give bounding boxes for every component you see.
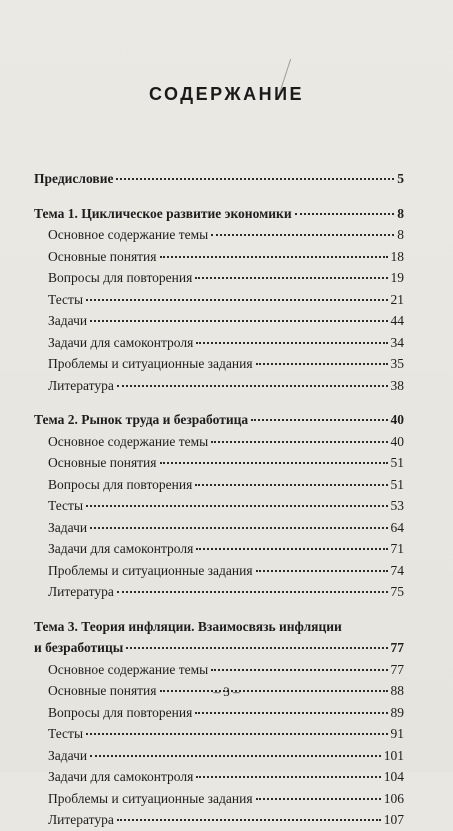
dot-leader	[160, 255, 388, 258]
toc-page-number: 40	[390, 412, 404, 427]
dot-leader	[195, 276, 387, 279]
toc-item	[34, 224, 404, 246]
dot-leader	[117, 590, 388, 593]
dot-leader	[256, 362, 388, 365]
dot-leader	[86, 298, 387, 301]
toc-page-number: 91	[390, 726, 404, 741]
toc-item	[34, 702, 404, 724]
toc-item	[34, 375, 404, 397]
dot-leader	[251, 418, 387, 421]
dot-leader	[117, 384, 388, 387]
toc-page-number: 51	[390, 476, 404, 492]
toc-topic-3	[34, 637, 404, 659]
toc-page-number: 8	[397, 227, 404, 242]
toc-page-number: 34	[390, 334, 404, 350]
toc-item	[34, 788, 404, 810]
toc-item-label: Основное содержание темы	[48, 227, 209, 242]
toc-page-number: 35	[390, 356, 404, 371]
dot-leader	[195, 711, 387, 714]
toc-topic-3-line1: Тема 3. Теория инфляции. Взаимосвязь инфляции	[34, 618, 342, 634]
toc-page-number: 75	[390, 584, 404, 599]
toc-item	[34, 495, 404, 517]
toc-item-label: Задачи для самоконтроля	[48, 334, 194, 350]
toc-item	[34, 332, 404, 354]
dot-leader	[295, 212, 395, 215]
toc-page-number: 40	[390, 433, 404, 449]
toc-item-label: Литература	[48, 584, 114, 599]
toc-item	[34, 659, 404, 681]
toc-item-label: Основные понятия	[48, 455, 157, 470]
toc-topic-1	[34, 203, 404, 225]
toc-item	[34, 267, 404, 289]
toc-item	[34, 474, 404, 496]
toc-item-label: Проблемы и ситуационные задания	[48, 356, 253, 371]
toc-page-number: 74	[390, 562, 404, 578]
toc-item-label: Тесты	[48, 498, 84, 513]
toc-page-number: 77	[390, 640, 404, 655]
toc-page-number: 106	[383, 790, 404, 806]
toc-item-label: Основное содержание темы	[48, 661, 209, 677]
toc-topic-label: Тема 2. Рынок труда и безработица	[34, 412, 249, 427]
toc-page-number: 8	[397, 205, 404, 221]
toc-page-number: 51	[390, 455, 404, 470]
toc-item	[34, 809, 404, 831]
toc-item-label: Вопросы для повторения	[48, 270, 193, 285]
toc-item	[34, 431, 404, 453]
toc-page-number: 104	[383, 769, 404, 784]
page-number-footer: – 3 –	[213, 684, 240, 699]
toc-preface	[34, 168, 404, 190]
toc-page-number: 71	[390, 541, 404, 556]
dot-leader	[86, 504, 387, 507]
toc-item	[34, 310, 404, 332]
dot-leader	[196, 547, 387, 550]
toc-item	[34, 723, 404, 745]
toc-item	[34, 452, 404, 474]
toc-topic-2	[34, 409, 404, 431]
toc-page-number: 77	[390, 661, 404, 677]
dot-leader	[256, 797, 381, 800]
dot-leader	[86, 732, 387, 735]
toc-page-number: 89	[390, 704, 404, 720]
toc-item	[34, 581, 404, 603]
toc-item	[34, 289, 404, 311]
dot-leader	[256, 569, 388, 572]
toc-item	[34, 353, 404, 375]
toc-page-number: 19	[390, 270, 404, 285]
dot-leader	[126, 646, 387, 649]
toc-item	[34, 517, 404, 539]
dot-leader	[160, 461, 388, 464]
toc-page-number: 107	[383, 812, 404, 827]
table-of-contents	[34, 168, 404, 831]
toc-topic-label: и безработицы	[34, 640, 124, 655]
dot-leader	[195, 483, 387, 486]
toc-item-label: Задачи для самоконтроля	[48, 541, 194, 556]
toc-item	[34, 745, 404, 767]
toc-item	[34, 246, 404, 268]
toc-page-number: 101	[383, 747, 404, 763]
toc-topic-label: Тема 1. Циклическое развитие экономики	[34, 205, 292, 221]
toc-page-number: 5	[397, 171, 404, 186]
dot-leader	[90, 754, 381, 757]
toc-page-number: 88	[390, 683, 404, 698]
dot-leader	[211, 668, 387, 671]
dot-leader	[117, 818, 381, 821]
toc-item-label: Проблемы и ситуационные задания	[48, 790, 253, 806]
toc-item-label: Задачи для самоконтроля	[48, 769, 194, 784]
toc-item	[34, 560, 404, 582]
toc-item-label: Литература	[48, 812, 114, 827]
toc-page-number: 64	[390, 519, 404, 535]
dot-leader	[90, 526, 387, 529]
toc-item-label: Вопросы для повторения	[48, 476, 193, 492]
dot-leader	[116, 177, 394, 180]
toc-item-label: Тесты	[48, 291, 84, 307]
toc-item-label: Основные понятия	[48, 683, 157, 698]
toc-page-number: 38	[390, 377, 404, 393]
toc-item-label: Задачи	[48, 313, 88, 328]
toc-item-label: Задачи	[48, 519, 88, 535]
dot-leader	[90, 319, 387, 322]
dot-leader	[211, 440, 387, 443]
toc-item-label: Основные понятия	[48, 248, 157, 264]
toc-item-label: Тесты	[48, 726, 84, 741]
toc-item-label: Литература	[48, 377, 114, 393]
toc-page-number: 53	[390, 498, 404, 513]
toc-item-label: Проблемы и ситуационные задания	[48, 562, 253, 578]
toc-entry-label: Предисловие	[34, 171, 114, 186]
toc-item	[34, 538, 404, 560]
toc-item-label: Задачи	[48, 747, 88, 763]
toc-page-number: 18	[390, 248, 404, 264]
dot-leader	[211, 233, 394, 236]
dot-leader	[196, 775, 380, 778]
toc-item	[34, 766, 404, 788]
toc-item-label: Вопросы для повторения	[48, 704, 193, 720]
toc-page-number: 44	[390, 313, 404, 328]
dot-leader	[196, 341, 387, 344]
toc-page-number: 21	[390, 291, 404, 307]
page-title: СОДЕРЖАНИЕ	[148, 84, 305, 104]
toc-item-label: Основное содержание темы	[48, 433, 209, 449]
